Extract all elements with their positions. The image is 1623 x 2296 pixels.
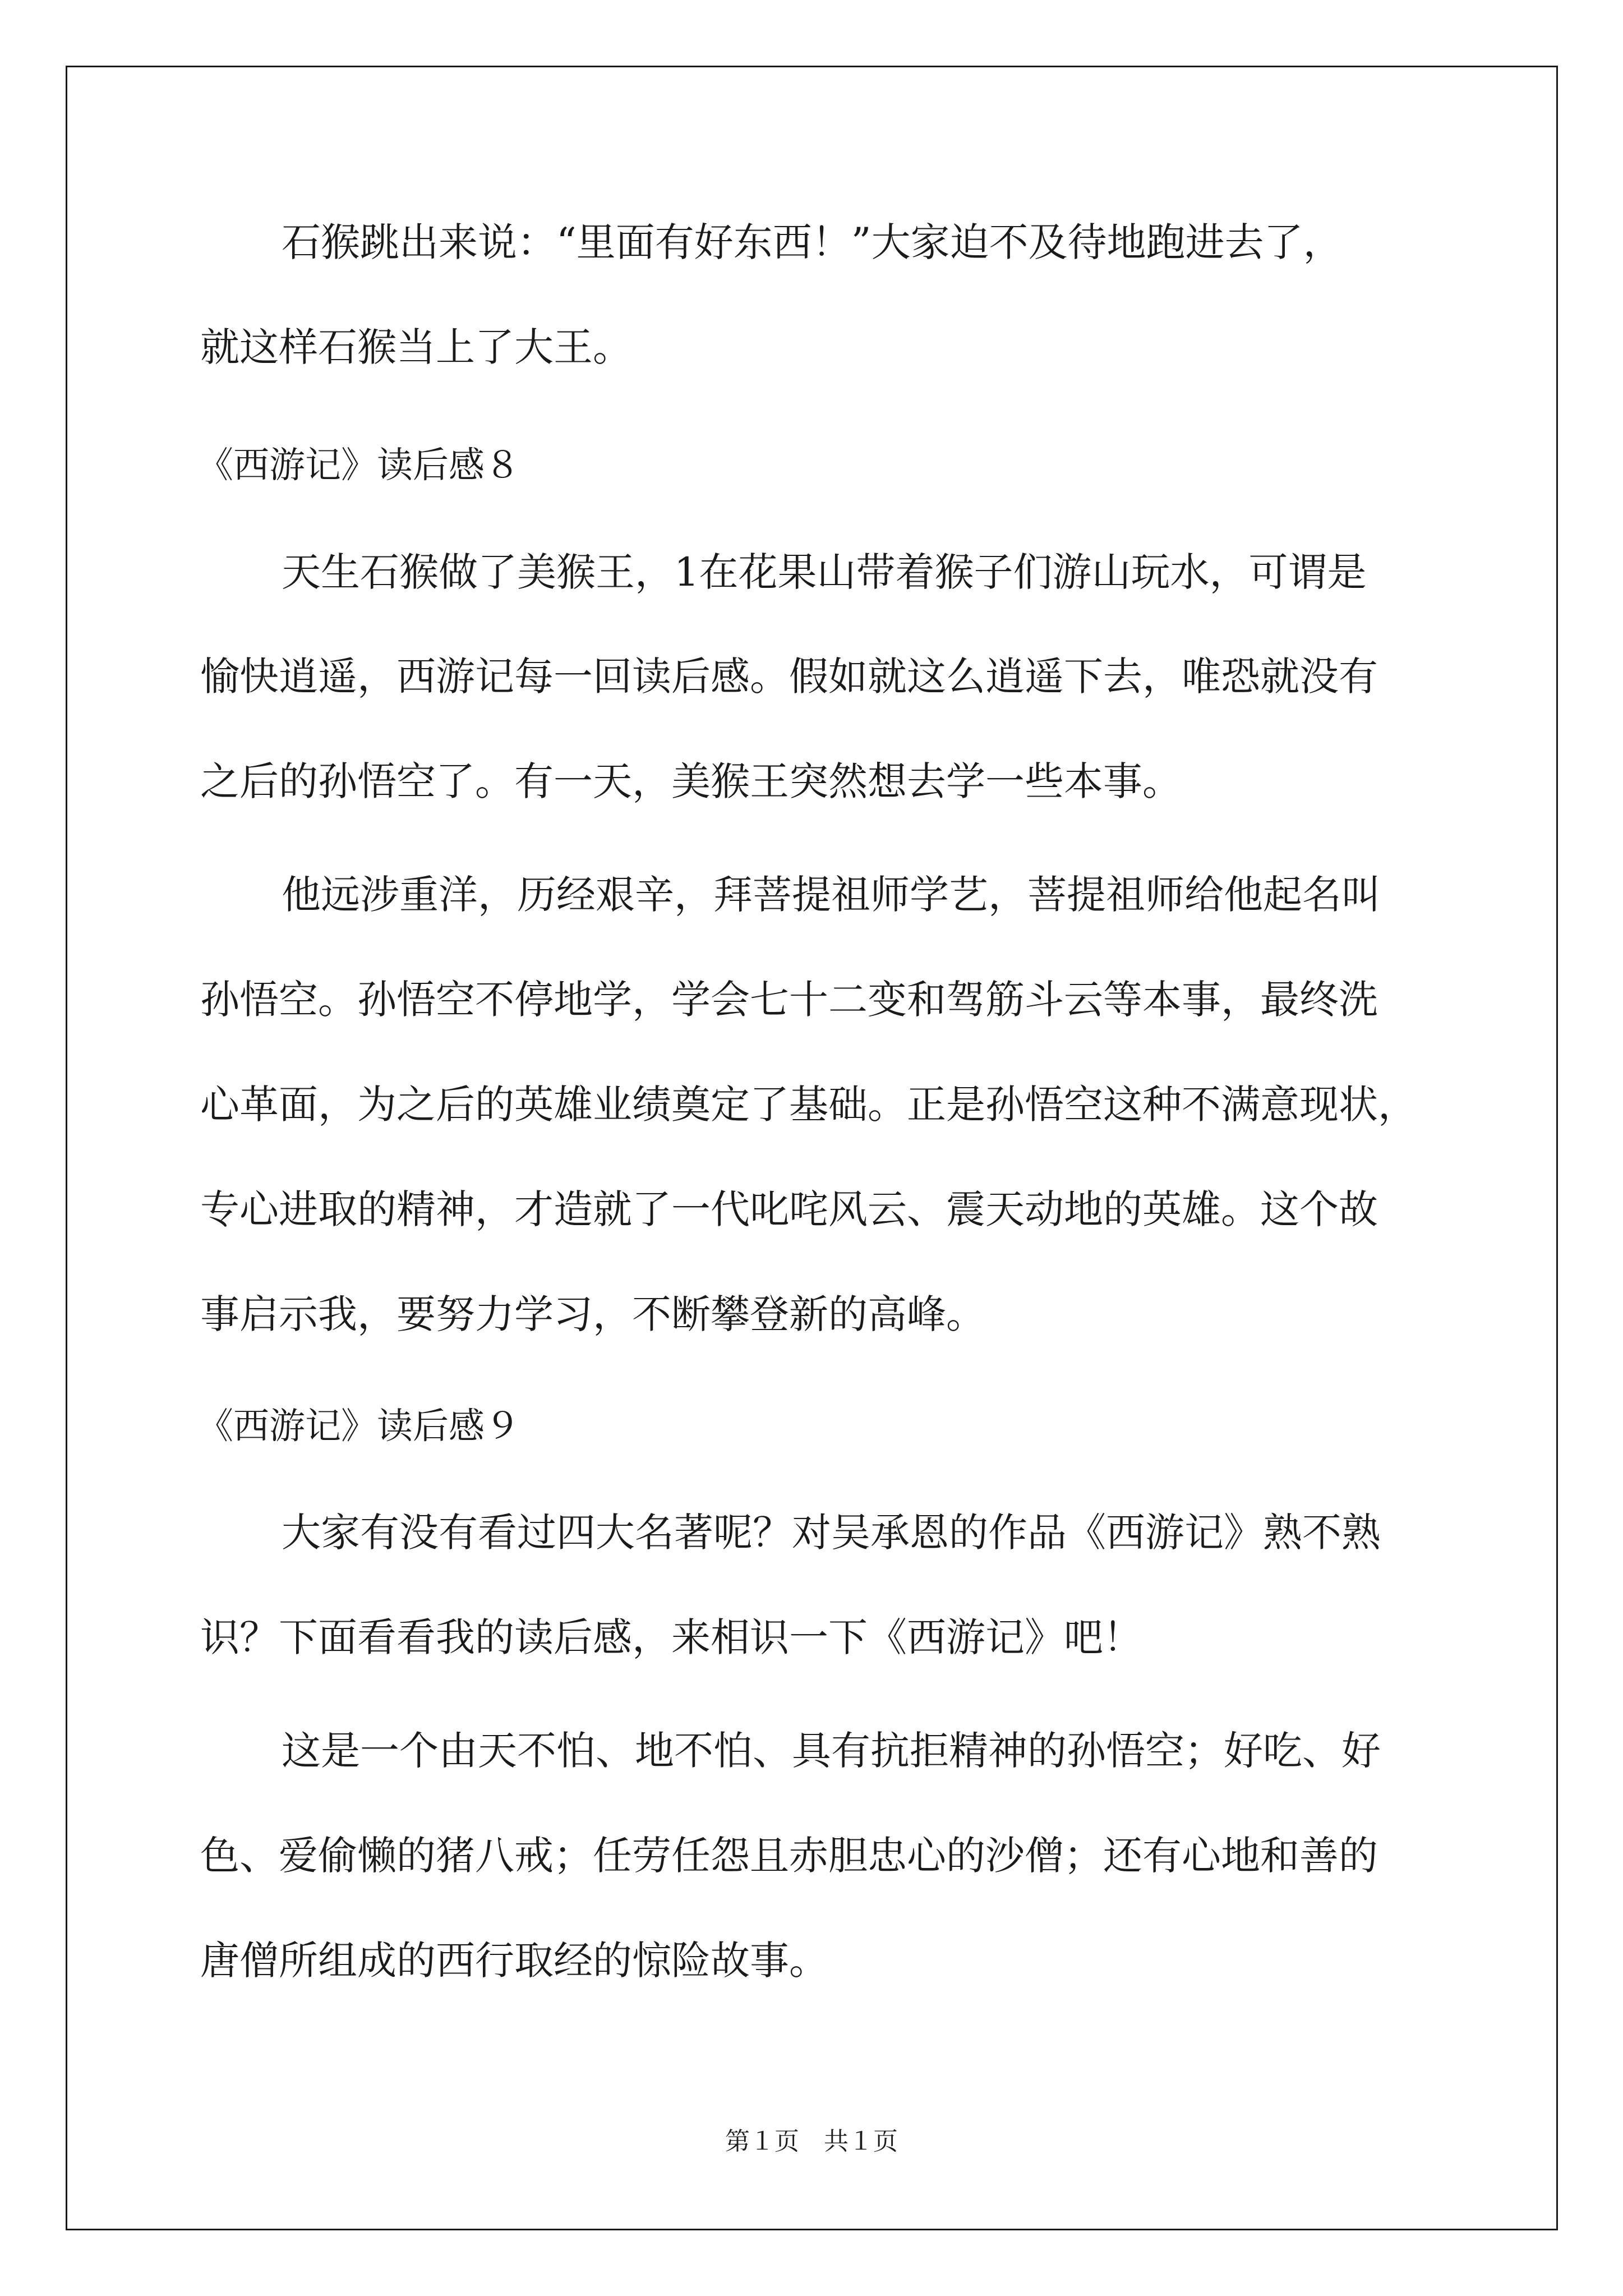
paragraph-line: 事启示我，要努力学习，不断攀登新的高峰。 — [200, 1291, 985, 1337]
paragraph-line: 心革面，为之后的英雄业绩奠定了基础。正是孙悟空这种不满意现状， — [200, 1082, 1417, 1128]
page-border — [66, 66, 1558, 2230]
paragraph-line: 这是一个由天不怕、地不怕、具有抗拒精神的孙悟空；好吃、好 — [282, 1728, 1381, 1774]
paragraph-line: 色、爱偷懒的猪八戒；任劳任怨且赤胆忠心的沙僧；还有心地和善的 — [200, 1833, 1378, 1879]
paragraph-line: 孙悟空。孙悟空不停地学，学会七十二变和驾筋斗云等本事，最终洗 — [200, 977, 1378, 1023]
paragraph-line: 唐僧所组成的西行取经的惊险故事。 — [200, 1938, 828, 1984]
paragraph-line: 他远涉重洋，历经艰辛，拜菩提祖师学艺，菩提祖师给他起名叫 — [282, 872, 1381, 918]
paragraph-line: 专心进取的精神，才造就了一代叱咤风云、震天动地的英雄。这个故 — [200, 1186, 1378, 1232]
paragraph-line: 大家有没有看过四大名著呢？对吴承恩的作品《西游记》熟不熟 — [282, 1510, 1381, 1556]
paragraph-line: 就这样石猴当上了大王。 — [200, 324, 632, 370]
paragraph-line: 识？下面看看我的读后感，来相识一下《西游记》吧！ — [200, 1614, 1142, 1660]
paragraph-line: 之后的孙悟空了。有一天，美猴王突然想去学一些本事。 — [200, 758, 1182, 804]
section-heading: 《西游记》读后感９ — [197, 1406, 520, 1447]
paragraph-line: 天生石猴做了美猴王，1在花果山带着猴子们游山玩水，可谓是 — [282, 549, 1367, 595]
page-number-footer: 第１页 共１页 — [725, 2127, 898, 2156]
paragraph-line: 愉快逍遥，西游记每一回读后感。假如就这么逍遥下去，唯恐就没有 — [200, 654, 1378, 700]
paragraph-line: 石猴跳出来说：“里面有好东西！”大家迫不及待地跑进去了， — [282, 219, 1343, 265]
section-heading: 《西游记》读后感８ — [197, 445, 520, 486]
